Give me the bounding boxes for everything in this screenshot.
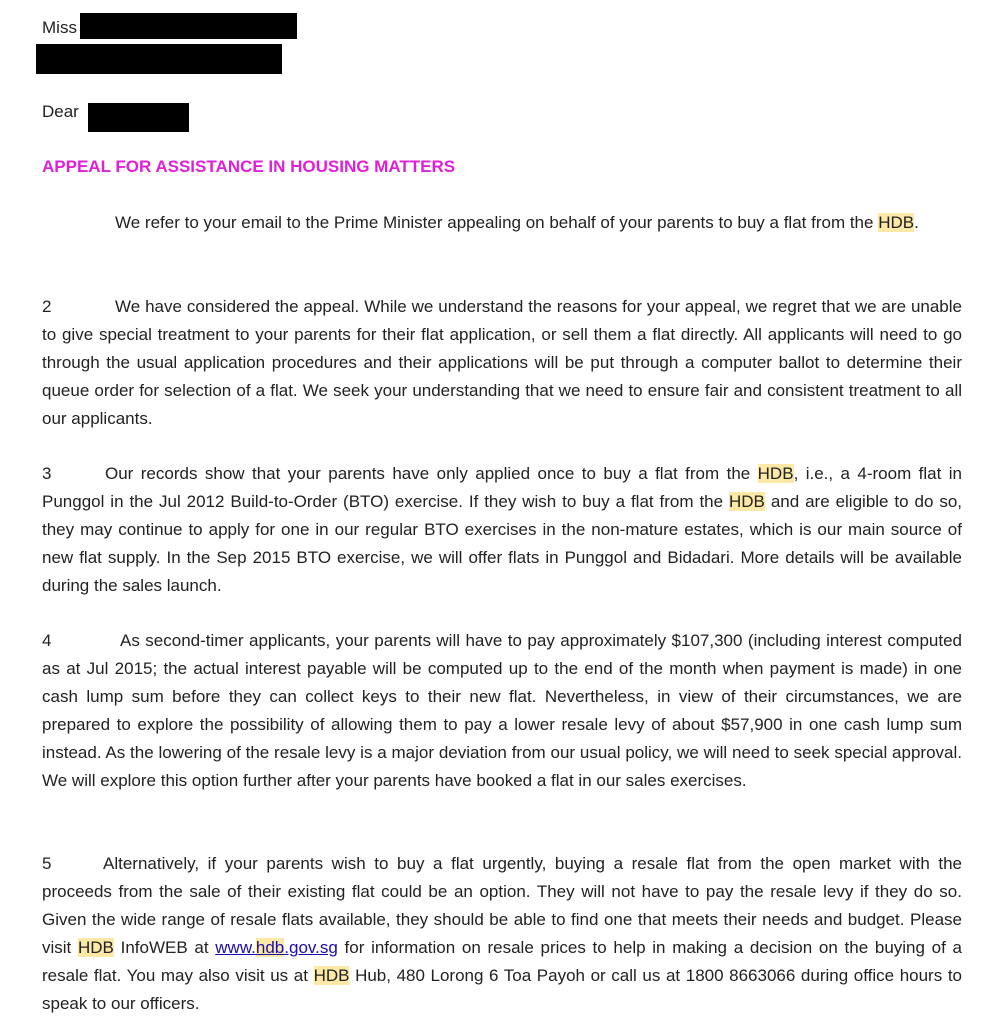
paragraph-3 xyxy=(42,460,962,600)
hdb-highlight: HDB xyxy=(757,464,794,483)
p5-text-c: for information on resale prices to help in making a decision on the buying of a resale flat. You may also visit us at xyxy=(42,938,963,985)
hdb-highlight: HDB xyxy=(729,492,765,511)
p5-text-d: Hub, 480 Lorong 6 Toa Payoh or call us at 1800 8663066 during office hours to speak to our officers. xyxy=(42,966,962,1013)
hdb-highlight: hdb xyxy=(255,938,285,957)
paragraph-number: 4 xyxy=(42,631,52,650)
p3-text-a: Our records show that your parents have only applied once to buy a flat from the xyxy=(105,464,758,483)
link-part-b: .gov.sg xyxy=(284,938,338,957)
hdb-highlight: HDB xyxy=(878,213,915,232)
paragraph-number: 3 xyxy=(42,464,52,483)
salutation-prefix: Miss xyxy=(42,18,77,37)
paragraph-5 xyxy=(42,850,962,1018)
redacted-address xyxy=(36,44,282,74)
p3-text-c: and are eligible to do so, they may continue to apply for one in our regular BTO exercises in the non-mature estates, which is our main source of new flat supply. In the Sep 2015 BTO exercise, we will offer flats in Punggol and Bidadari. More details will be available during the sales launch. xyxy=(42,492,963,595)
redacted-name xyxy=(80,13,297,39)
hdb-highlight: HDB xyxy=(313,966,350,985)
paragraph-1 xyxy=(42,209,962,237)
paragraph-4 xyxy=(42,627,962,795)
p3-text-b: , i.e., a 4-room flat in Punggol in the Jul 2012 Build-to-Order (BTO) exercise. If they wish to buy a flat from the xyxy=(42,464,962,511)
hdb-website-link[interactable] xyxy=(215,938,338,957)
letter-title: APPEAL FOR ASSISTANCE IN HOUSING MATTERS xyxy=(42,157,456,176)
paragraph-number: 5 xyxy=(42,854,52,873)
p1-text-b: . xyxy=(914,213,919,232)
p1-text-a: We refer to your email to the Prime Minister appealing on behalf of your parents to buy a flat from the xyxy=(115,213,879,232)
redacted-recipient xyxy=(88,103,189,132)
p4-text: As second-timer applicants, your parents will have to pay approximately $107,300 (including interest computed as at Jul 2015; the actual interest payable will be computed up to the end of the month when payment is made) in one cash lump sum before they can collect keys to their new flat. Nevertheless, in view of their circumstances, we are prepared to explore the possibility of allowing them to pay a lower resale levy of about $57,900 in one cash lump sum instead. As the lowering of the resale levy is a major deviation from our usual policy, we will need to seek special approval. We will explore this option further after your parents have booked a flat in our sales exercises. xyxy=(42,631,962,790)
p5-text-b: InfoWEB at xyxy=(113,938,216,957)
hdb-highlight: HDB xyxy=(77,938,114,957)
paragraph-number: 2 xyxy=(42,297,52,316)
link-part-a: www. xyxy=(215,938,256,957)
p2-text: We have considered the appeal. While we understand the reasons for your appeal, we regret that we are unable to give special treatment to your parents for their flat application, or sell them a flat directly. All applicants will need to go through the usual application procedures and their applications will be put through a computer ballot to determine their queue order for selection of a flat. We seek your understanding that we need to ensure fair and consistent treatment to all our applicants. xyxy=(42,297,962,428)
paragraph-2 xyxy=(42,293,962,433)
dear-prefix: Dear xyxy=(42,102,79,121)
p5-text-a: Alternatively, if your parents wish to buy a flat urgently, buying a resale flat from the open market with the proceeds from the sale of their existing flat could be an option. They will not have to pay the resale levy if they do so. Given the wide range of resale flats available, they should be able to find one that meets their needs and budget. Please visit xyxy=(42,854,962,957)
